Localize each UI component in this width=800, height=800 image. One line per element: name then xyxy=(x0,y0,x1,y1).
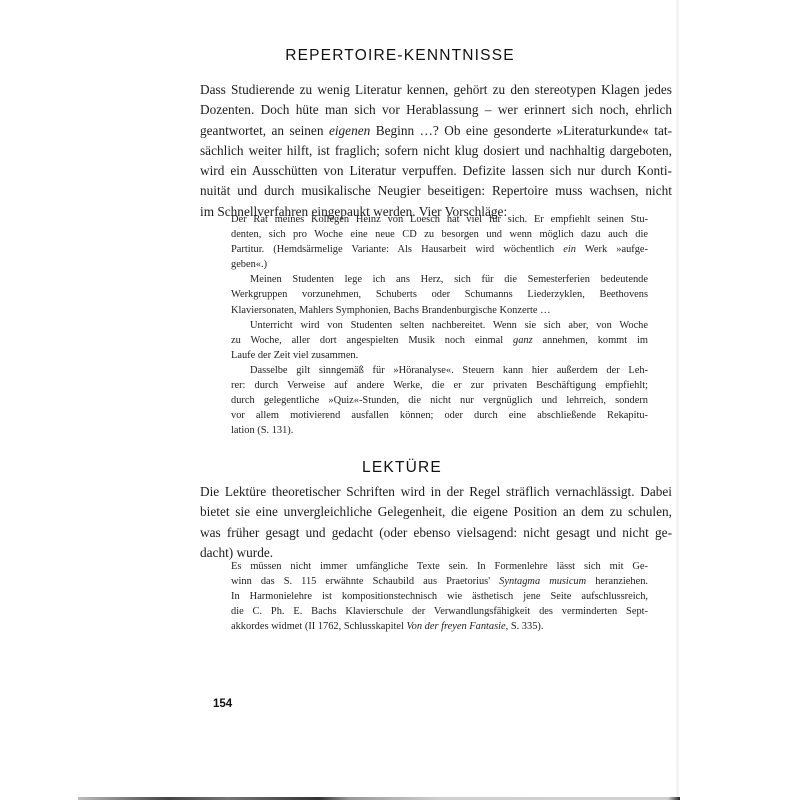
reading-examples-block xyxy=(231,559,648,634)
text-line: durch gelegentliche »Quiz«-Stunden, die nicht nur vergnüglich und lehrreich, sondern xyxy=(231,395,648,407)
text-line: Unterricht wird von Studenten selten nachbereitet. Wenn sie sich aber, von Woche xyxy=(250,319,648,331)
text-line: wird ein Ausschütten von Literatur verpuffen. Defizite lassen sich nur durch Konti- xyxy=(200,163,672,179)
page-edge-right xyxy=(676,0,679,798)
text-line: winn das S. 115 erwähnte Schaubild aus Praetorius' Syntagma musicum heranziehen. xyxy=(231,576,648,588)
paragraph xyxy=(231,363,648,438)
italic-title: Syntagma musicum xyxy=(499,576,587,588)
text-line: zu Woche, aller dort angespielten Musik noch einmal ganz annehmen, kommt im xyxy=(231,334,648,346)
text-line: geben«.) xyxy=(231,259,268,271)
text-line: lation (S. 131). xyxy=(231,425,294,437)
text-line: Klaviersonaten, Mahlers Symphonien, Bachs Brandenburgische Konzerte … xyxy=(231,304,551,316)
text-line: akkordes widmet (II 1762, Schlusskapitel Von der freyen Fantasie, S. 335). xyxy=(231,621,544,633)
suggestions-block xyxy=(231,212,648,438)
text-line: Werkgruppen vorzunehmen, Schuberts oder Schumanns Liederzyklen, Beethovens xyxy=(231,289,648,301)
text-line: dacht) wurde. xyxy=(200,544,274,560)
text-line: Partitur. (Hemdsärmelige Variante: Als Hausarbeit wird wöchentlich ein Werk »aufge- xyxy=(231,244,648,256)
text-line: Die Lektüre theoretischer Schriften wird in der Regel sträflich vernachlässigt. Dabei xyxy=(200,484,672,499)
text-line: In Harmonielehre ist kompositionstechnisch wie ästhetisch jene Seite aufschlussreich, xyxy=(231,591,648,603)
paragraph xyxy=(231,559,648,634)
text-line: Dass Studierende zu wenig Literatur kennen, gehört zu den stereotypen Klagen jedes xyxy=(200,82,672,97)
text-line: nuität und durch musikalische Neugier beseitigen: Repertoire muss wachsen, nicht xyxy=(200,183,672,199)
text-line: vor allem motivierend ausfallen können; oder durch eine abschließende Rekapitu- xyxy=(231,410,648,422)
italic-title: ein xyxy=(563,244,576,256)
text-line: im Schnellverfahren eingepaukt werden. Vier Vorschläge: xyxy=(200,203,508,219)
italic-title: eigenen xyxy=(328,122,371,138)
paragraph xyxy=(231,272,648,317)
section-heading-lektuere: LEKTÜRE xyxy=(362,459,442,476)
page-number: 154 xyxy=(213,698,233,710)
text-line: was früher gesagt und gedacht (oder ebenso vielsagend: nicht gesagt und nicht ge- xyxy=(200,524,672,540)
text-line: rer: durch Verweise auf andere Werke, die er zur privaten Beschäftigung empfiehlt; xyxy=(231,380,648,392)
italic-title: ganz xyxy=(513,334,533,346)
section-body-repertoire xyxy=(200,80,672,222)
italic-title: Von der freyen Fantasie xyxy=(406,621,506,633)
text-line: denten, sich pro Woche eine neue CD zu besorgen und wenn möglich dazu auch die xyxy=(231,229,648,241)
text-line: Dozenten. Doch hüte man sich vor Herablassung – wer erinnert sich noch, ehrlich xyxy=(200,102,672,118)
paragraph xyxy=(231,212,648,272)
text-line: Der Rat meines Kollegen Heinz von Loesch hat viel für sich. Er empfiehlt seinen Stu- xyxy=(231,214,648,225)
section-heading-repertoire: REPERTOIRE-KENNTNISSE xyxy=(285,47,515,64)
text-line: Meinen Studenten lege ich ans Herz, sich für die Semesterferien bedeutende xyxy=(250,274,648,286)
text-line: die C. Ph. E. Bachs Klavierschule der Verwandlungsfähigkeit des verminderten Sept- xyxy=(231,606,648,618)
section-body-lektuere xyxy=(200,482,672,563)
text-line: Laufe der Zeit viel zusammen. xyxy=(231,349,359,361)
text-line: Es müssen nicht immer umfängliche Texte sein. In Formenlehre lässt sich mit Ge- xyxy=(231,561,648,572)
text-line: sächlich weiter hilft, ist fraglich; sofern nicht klug dosiert und nachhaltig dargeboten, xyxy=(200,142,672,158)
text-line: geantwortet, an seinen eigenen Beginn …? Ob eine gesonderte »Literaturkunde« tat- xyxy=(200,122,672,138)
text-line: Dasselbe gilt sinngemäß für »Höranalyse«. Steuern kann hier außerdem der Leh- xyxy=(250,364,648,376)
text-line: bietet sie eine unvergleichliche Gelegenheit, die eigene Position an dem zu schulen, xyxy=(200,504,672,520)
paragraph xyxy=(231,318,648,363)
